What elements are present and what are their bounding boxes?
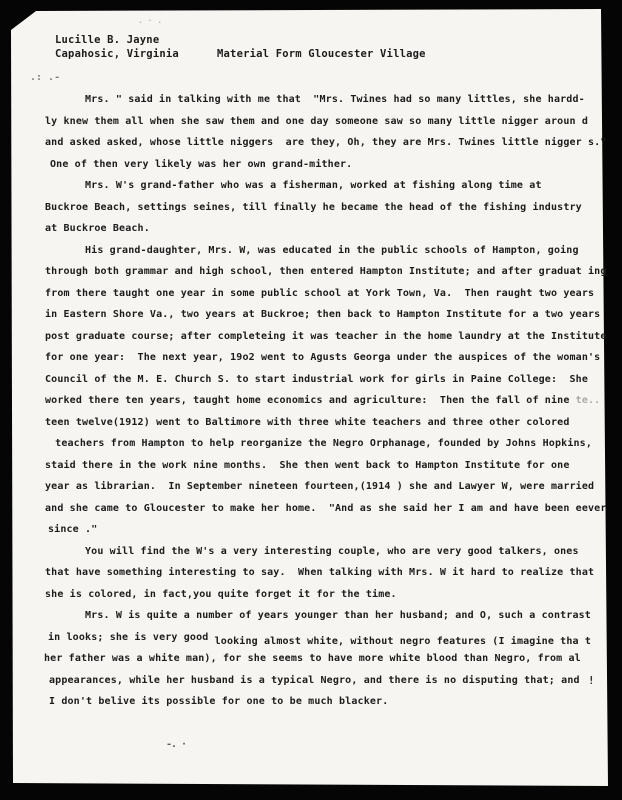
document-line: Council of the M. E. Church S. to start industrial work for girls in Paine College: She (45, 373, 589, 385)
document-line: teen twelve(1912) went to Baltimore with three white teachers and three other colored (45, 416, 570, 428)
document-line: from there taught one year in some public school at York Town, Va. Then raught two years (45, 287, 595, 299)
document-line: and asked asked, whose little niggers are they, Oh, they are Mrs. Twines little nigger s." (45, 137, 607, 148)
document-header (55, 33, 179, 61)
document-line: since ." (48, 524, 98, 535)
document-line: You will find the W's a very interesting couple, who are very good talkers, ones (85, 545, 579, 557)
document-line: staid there in the work nine months. She then went back to Hampton Institute for one (45, 459, 570, 471)
document-line-segment: in looks; she is very good (48, 631, 215, 643)
document-line: I don't belive its possible for one to be much blacker. (49, 696, 389, 707)
document-line: through both grammar and high school, then entered Hampton Institute; and after graduat ing (45, 266, 607, 277)
document-line: for one year: The next year, 19o2 went to Agusts Georga under the auspices of the woman's (45, 352, 601, 363)
scan-artifact-bottom-mark: -. · (166, 739, 187, 750)
document-line: Mrs. W's grand-father who was a fisherman, worked at fishing along time at (85, 180, 542, 191)
document-line: she is colored, in fact,you quite forget it for the time. (45, 588, 397, 600)
document-line: in Eastern Shore Va., two years at Buckroe; then back to Hampton Institute for a two years (45, 309, 601, 320)
document-line: post graduate course; after completeing it was teacher in the home laundry at the Institute (45, 330, 607, 342)
document-line: His grand-daughter, Mrs. W, was educated in the public schools of Hampton, going (85, 244, 579, 256)
document-line-segment: worked there ten years, taught home economics and agriculture: Then the fall of nine (45, 395, 576, 406)
document-body (45, 89, 605, 713)
document-line: teachers from Hampton to help reorganize the Negro Orphanage, founded by Johns Hopkins, (49, 438, 593, 449)
scan-artifact-top-left-smudge: .: .- (30, 72, 61, 83)
scan-artifact-right-margin-mark: ! (588, 674, 595, 687)
document-line-segment: te.. (575, 395, 601, 406)
document-line: year as librarian. In September nineteen fourteen,(1914 ) she and Lawyer W, were married (45, 481, 595, 492)
document-title: Material Form Gloucester Village (217, 48, 426, 60)
document-line: Buckroe Beach, settings seines, till finally he became the head of the fishing industry (45, 201, 582, 213)
author-name: Lucille B. Jayne (55, 34, 160, 46)
document-line: that have something interesting to say. When talking with Mrs. W it hard to realize that (45, 567, 595, 578)
document-line: Mrs. W is quite a number of years younger than her husband; and O, such a contrast (85, 610, 591, 621)
document-line-segment: looking almost white, without negro features (I imagine tha t (214, 635, 592, 647)
document-line: ly knew them all when she saw them and one day someone saw so many little nigger aroun d (45, 115, 589, 127)
document-line (48, 627, 605, 649)
document-line: her father was a white man), for she seems to have more white blood than Negro, from al (44, 653, 581, 664)
scan-artifact-top-specks: . · . (138, 16, 163, 25)
document-line: Mrs. " said in talking with me that "Mrs. Twines had so many littles, she hardd- (85, 94, 585, 105)
document-line: appearances, while her husband is a typical Negro, and there is no disputing that; and (49, 674, 580, 686)
document-line (45, 390, 605, 412)
document-line: One of then very likely was her own grand-mither. (50, 158, 353, 170)
document-line: at Buckroe Beach. (45, 223, 150, 234)
author-location: Capahosic, Virginia (55, 48, 179, 60)
document-line: and she came to Gloucester to make her home. "And as she said her I am and have been eever (45, 502, 607, 514)
